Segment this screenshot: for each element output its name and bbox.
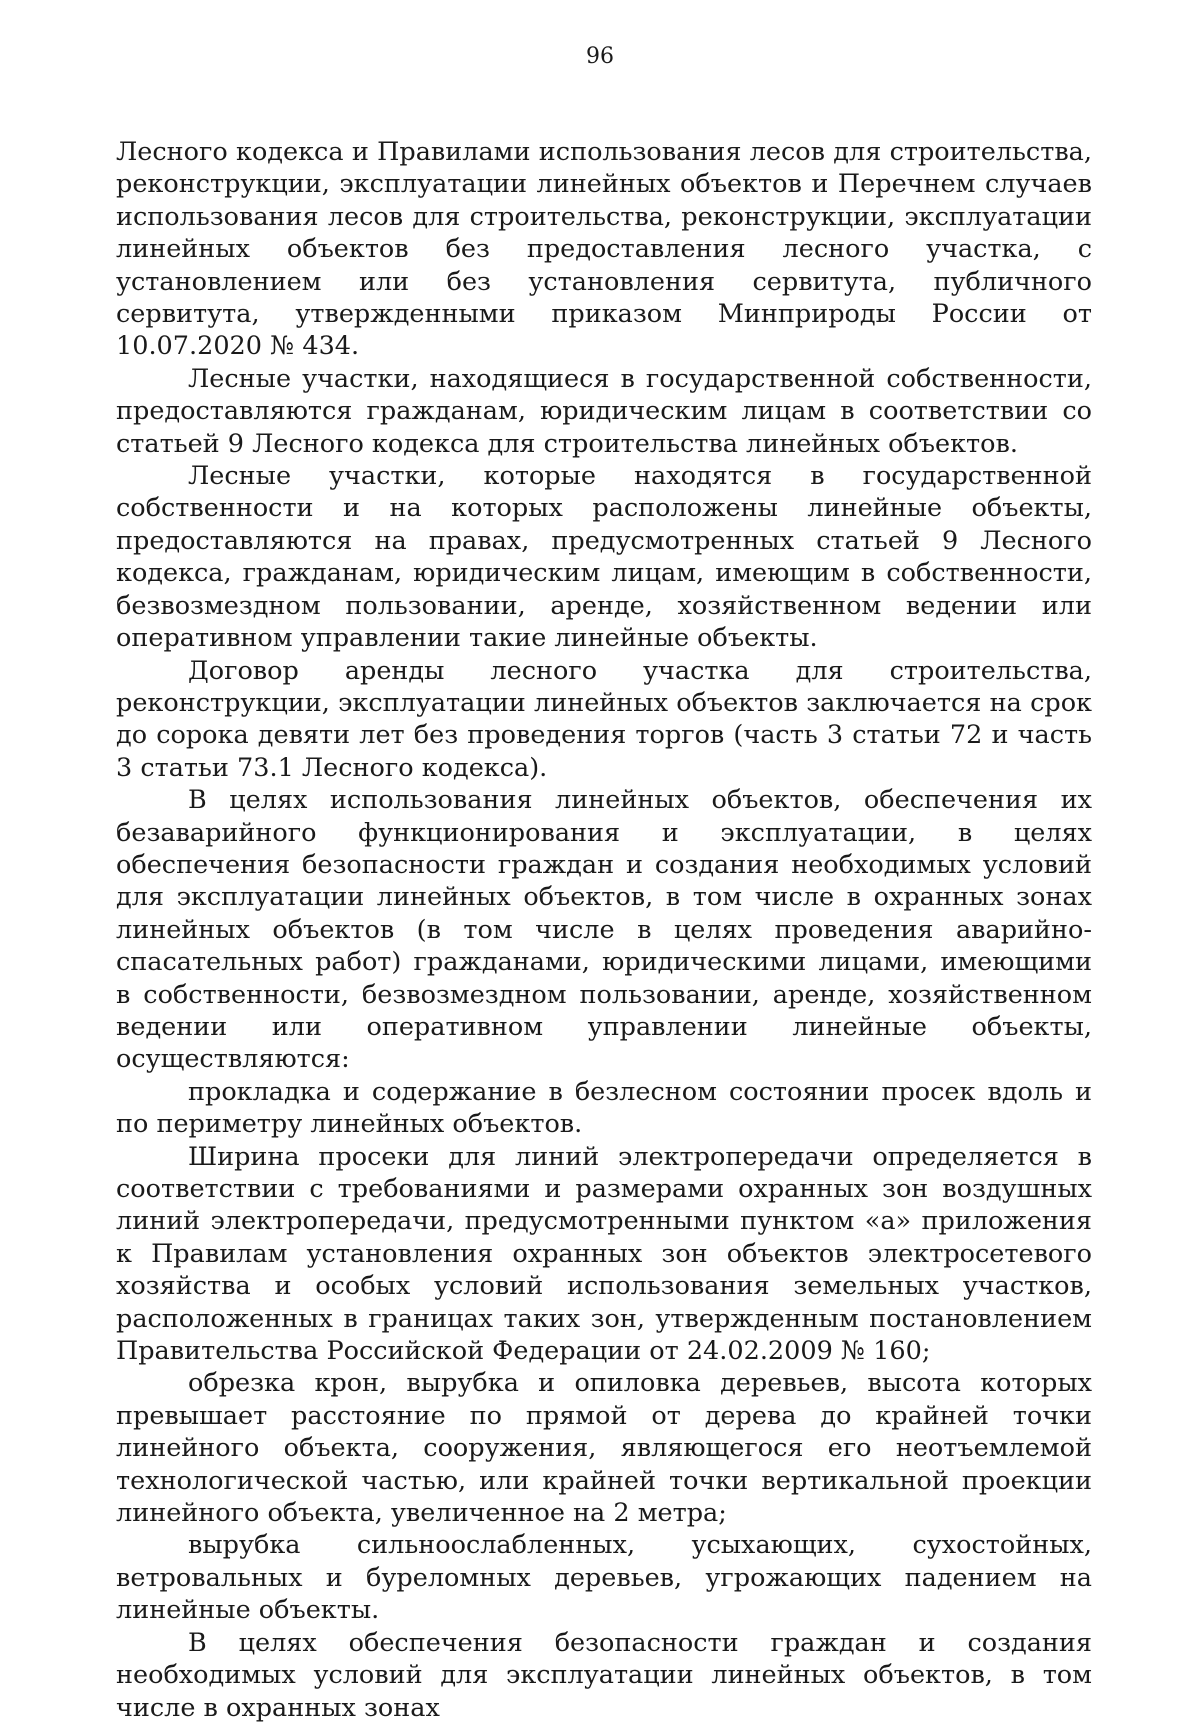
paragraph-6: прокладка и содержание в безлесном состоянии просек вдоль и по периметру линейных объектов.	[116, 1076, 1092, 1140]
paragraph-1: Лесного кодекса и Правилами использования лесов для строительства, реконструкции, эксплуатации линейных объектов и Перечнем случаев использования лесов для строительства, реконструкции, эксплуатации линейных объектов без предоставления лесного участка, с установлением или без установления сервитута, публичного сервитута, утвержденными приказом Минприроды России от 10.07.2020 № 434.	[116, 137, 1092, 362]
paragraph-2: Лесные участки, находящиеся в государственной собственности, предоставляются гражданам, юридическим лицам в соответствии со статьей 9 Лесного кодекса для строительства линейных объектов.	[116, 363, 1092, 459]
paragraph-4: Договор аренды лесного участка для строительства, реконструкции, эксплуатации линейных объектов заключается на срок до сорока девяти лет без проведения торгов (часть 3 статьи 72 и часть 3 статьи 73.1 Лесного кодекса).	[116, 655, 1092, 783]
paragraph-3: Лесные участки, которые находятся в государственной собственности и на которых расположены линейные объекты, предоставляются на правах, предусмотренных статьей 9 Лесного кодекса, гражданам, юридическим лицам, имеющим в собственности, безвозмездном пользовании, аренде, хозяйственном ведении или оперативном управлении такие линейные объекты.	[116, 461, 1092, 654]
paragraph-10: В целях обеспечения безопасности граждан и создания необходимых условий для эксплуатации линейных объектов, в том числе в охранных зонах	[116, 1627, 1092, 1723]
document-body	[116, 136, 1092, 1724]
paragraph-9: вырубка сильноослабленных, усыхающих, сухостойных, ветровальных и буреломных деревьев, угрожающих падением на линейные объекты.	[116, 1530, 1092, 1626]
paragraph-8: обрезка крон, вырубка и опиловка деревьев, высота которых превышает расстояние по прямой от дерева до крайней точки линейного объекта, сооружения, являющегося его неотъемлемой технологической частью, или крайней точки вертикальной проекции линейного объекта, увеличенное на 2 метра;	[116, 1368, 1092, 1529]
paragraph-7: Ширина просеки для линий электропередачи определяется в соответствии с требованиями и размерами охранных зон воздушных линий электропередачи, предусмотренными пунктом «а» приложения к Правилам установления охранных зон объектов электросетевого хозяйства и особых условий использования земельных участков, расположенных в границах таких зон, утвержденным постановлением Правительства Российской Федерации от 24.02.2009 № 160;	[116, 1141, 1092, 1367]
page-number: 96	[586, 44, 614, 69]
paragraph-5: В целях использования линейных объектов, обеспечения их безаварийного функционирования и эксплуатации, в целях обеспечения безопасности граждан и создания необходимых условий для эксплуатации линейных объектов, в том числе в охранных зонах линейных объектов (в том числе в целях проведения аварийно-спасательных работ) гражданами, юридическими лицами, имеющими в собственности, безвозмездном пользовании, аренде, хозяйственном ведении или оперативном управлении линейные объекты, осуществляются:	[116, 785, 1092, 1075]
